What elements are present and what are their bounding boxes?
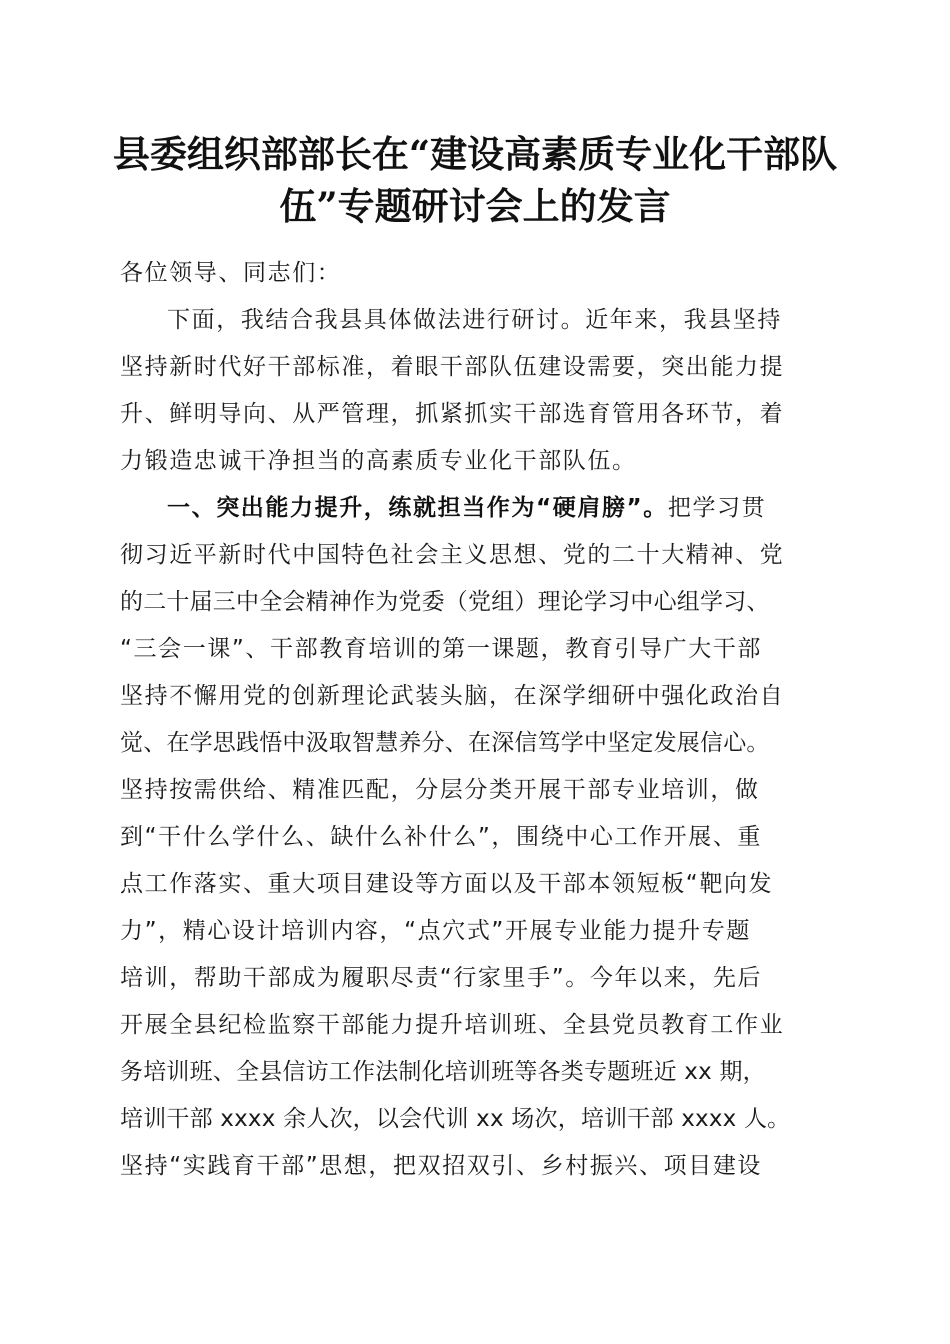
section-1-line-12: 开展全县纪检监察干部能力提升培训班、全县党员教育工作业 <box>120 1012 785 1038</box>
section-1-line-2: 彻习近平新时代中国特色社会主义思想、党的二十大精神、党 <box>120 542 785 568</box>
paragraph-1-line-1: 下面，我结合我县具体做法进行研讨。近年来，我县坚持 <box>167 307 782 333</box>
section-1-line-3: 的二十届三中全会精神作为党委（党组）理论学习中心组学习、 <box>120 589 770 615</box>
title-line-2: 伍”专题研讨会上的发言 <box>279 184 671 228</box>
salutation: 各位领导、同志们： <box>120 260 342 286</box>
section-1-line-1 <box>120 485 840 532</box>
section-1-line-8: 到“干什么学什么、缺什么补什么”，围绕中心工作开展、重 <box>120 824 763 850</box>
section-1-line-10: 力”，精心设计培训内容，“点穴式”开展专业能力提升专题 <box>120 918 751 944</box>
section-1-line-13: 务培训班、全县信访工作法制化培训班等各类专题班近 xx 期， <box>120 1059 766 1085</box>
section-1-first-line-rest: 把学习贯 <box>667 495 767 521</box>
section-1-line-5: 坚持不懈用党的创新理论武装头脑，在深学细研中强化政治自 <box>120 683 785 709</box>
section-1-heading: 一、突出能力提升，练就担当作为“硬肩膀”。 <box>167 495 668 521</box>
document-body <box>120 250 840 1190</box>
section-1-line-11: 培训，帮助干部成为履职尽责“行家里手”。今年以来，先后 <box>120 965 763 991</box>
paragraph-1-line-2: 坚持新时代好干部标准，着眼干部队伍建设需要，突出能力提 <box>120 354 785 380</box>
section-1-line-7: 坚持按需供给、精准匹配，分层分类开展干部专业培训，做 <box>120 777 760 803</box>
document-title <box>100 128 850 232</box>
section-1-line-14: 培训干部 xxxx 余人次，以会代训 xx 场次，培训干部 xxxx 人。 <box>120 1106 791 1132</box>
section-1-line-9: 点工作落实、重大项目建设等方面以及干部本领短板“靶向发 <box>120 871 774 897</box>
section-1-line-15: 坚持“实践育干部”思想，把双招双引、乡村振兴、项目建设 <box>120 1153 763 1179</box>
section-1-line-6: 觉、在学思践悟中汲取智慧养分、在深信笃学中坚定发展信心。 <box>120 730 770 756</box>
paragraph-1-line-3: 升、鲜明导向、从严管理，抓紧抓实干部选育管用各环节，着 <box>120 401 785 427</box>
paragraph-1-line-4: 力锻造忠诚干净担当的高素质专业化干部队伍。 <box>120 448 637 474</box>
section-1-line-4: “三会一课”、干部教育培训的第一课题，教育引导广大干部 <box>120 636 763 662</box>
title-line-1: 县委组织部部长在“建设高素质专业化干部队 <box>112 132 838 176</box>
